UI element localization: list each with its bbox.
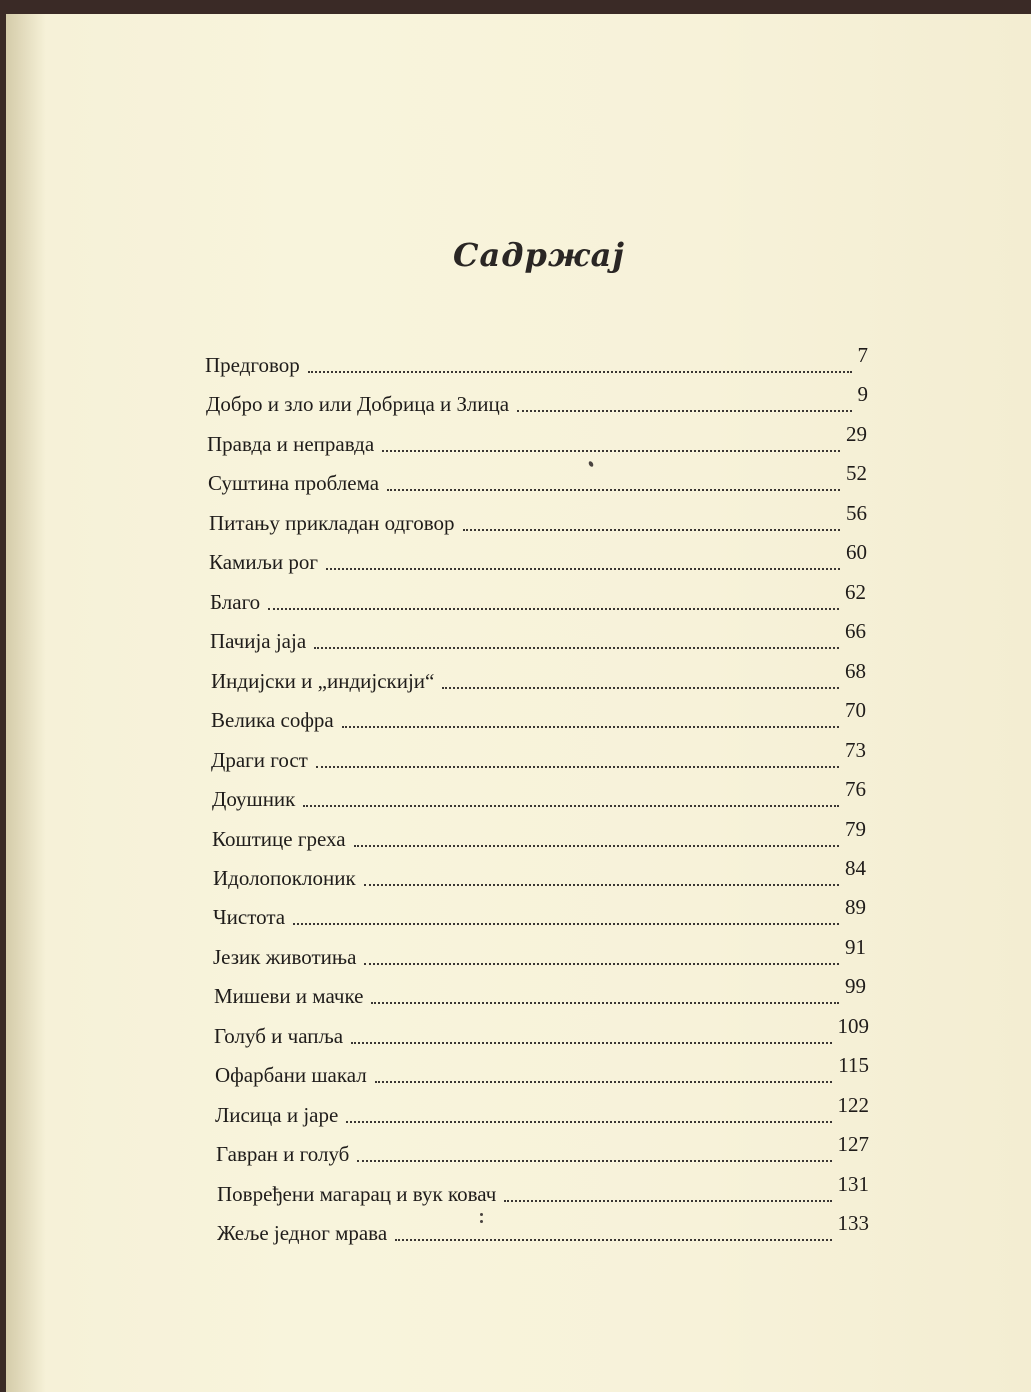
toc-entry <box>210 619 866 654</box>
toc-entry <box>206 382 868 417</box>
toc-entry <box>216 1132 869 1167</box>
toc-entry-title: Драги гост <box>211 748 308 772</box>
toc-entry <box>213 856 866 891</box>
toc-leader-dots <box>314 647 839 649</box>
toc-entry <box>210 580 866 615</box>
toc-leader-dots <box>308 371 852 373</box>
paper-speck <box>480 1220 483 1223</box>
toc-entry-title: Питању прикладан одговор <box>209 511 455 535</box>
toc-entry <box>209 501 867 536</box>
toc-entry-title: Благо <box>210 590 261 614</box>
toc-entry-title: Пачија јаја <box>210 629 307 653</box>
toc-leader-dots <box>504 1200 831 1202</box>
toc-leader-dots <box>326 568 840 570</box>
toc-entry-title: Голуб и чапља <box>214 1024 344 1048</box>
toc-entry-title: Идолопоклоник <box>213 866 356 890</box>
toc-entry <box>213 895 866 930</box>
toc-entry-title: Доушник <box>212 787 296 811</box>
toc-leader-dots <box>463 529 840 531</box>
toc-entry <box>205 343 868 378</box>
toc-entry-page: 99 <box>845 974 866 998</box>
toc-entry-page: 9 <box>857 382 868 406</box>
toc-leader-dots <box>382 450 840 452</box>
paper-speck <box>480 1213 483 1216</box>
toc-entry-title: Повређени магарац и вук ковач <box>217 1182 497 1206</box>
toc-entry <box>211 738 866 773</box>
toc-leader-dots <box>357 1160 831 1162</box>
toc-leader-dots <box>342 726 839 728</box>
toc-entry-title: Гавран и голуб <box>216 1142 350 1166</box>
toc-entry-title: Добро и зло или Добрица и Злица <box>206 392 510 416</box>
toc-entry-page: 131 <box>837 1172 869 1196</box>
toc-entry-page: 109 <box>837 1014 869 1038</box>
toc-entry <box>211 659 866 694</box>
toc-entry-page: 52 <box>846 461 867 485</box>
toc-entry-page: 29 <box>846 422 867 446</box>
toc-entry-page: 122 <box>837 1093 869 1117</box>
toc-leader-dots <box>354 845 839 847</box>
toc-entry-title: Предговор <box>205 353 300 377</box>
toc-entry <box>215 1053 869 1088</box>
toc-leader-dots <box>303 805 839 807</box>
toc-entry-title: Жеље једног мрава <box>217 1221 388 1245</box>
toc-leader-dots <box>346 1121 831 1123</box>
toc-entry-title: Лисица и јаре <box>215 1103 339 1127</box>
toc-entry-title: Чистота <box>213 905 286 929</box>
toc-entry <box>213 935 866 970</box>
toc-entry-page: 56 <box>846 501 867 525</box>
toc-leader-dots <box>371 1002 839 1004</box>
toc-entry-page: 7 <box>857 343 868 367</box>
toc-leader-dots <box>517 410 851 412</box>
toc-leader-dots <box>395 1239 831 1241</box>
toc-entry-page: 73 <box>845 738 866 762</box>
toc-leader-dots <box>364 963 839 965</box>
toc-entry-title: Правда и неправда <box>207 432 375 456</box>
toc-entry-page: 84 <box>845 856 866 880</box>
toc-entry <box>214 1014 869 1049</box>
toc-entry-title: Камиљи рог <box>209 550 318 574</box>
toc-leader-dots <box>364 884 839 886</box>
toc-entry-title: Суштина проблема <box>208 471 380 495</box>
toc-entry <box>217 1172 869 1207</box>
toc-entry <box>209 540 867 575</box>
toc-entry <box>214 974 866 1009</box>
toc-entry-page: 76 <box>845 777 866 801</box>
toc-entry <box>212 817 866 852</box>
toc-entry <box>211 698 866 733</box>
toc-leader-dots <box>387 489 840 491</box>
toc-leader-dots <box>351 1042 831 1044</box>
toc-entry-title: Мишеви и мачке <box>214 984 364 1008</box>
toc-entry-title: Индијски и „индијскији“ <box>211 669 435 693</box>
toc-leader-dots <box>293 923 839 925</box>
toc-leader-dots <box>316 766 839 768</box>
toc-entry <box>208 461 867 496</box>
toc-entry-title: Језик животиња <box>213 945 357 969</box>
toc-entry <box>212 777 866 812</box>
table-of-contents <box>6 14 1031 1392</box>
toc-entry <box>215 1093 869 1128</box>
toc-entry <box>207 422 867 457</box>
toc-entry-page: 70 <box>845 698 866 722</box>
toc-entry <box>217 1211 869 1246</box>
toc-entry-title: Велика софра <box>211 708 334 732</box>
toc-entry-page: 127 <box>837 1132 869 1156</box>
toc-leader-dots <box>268 608 839 610</box>
toc-entry-title: Коштице греха <box>212 827 346 851</box>
toc-leader-dots <box>375 1081 833 1083</box>
toc-entry-page: 68 <box>845 659 866 683</box>
toc-entry-page: 133 <box>837 1211 869 1235</box>
page-title: Садржај <box>453 236 625 274</box>
toc-entry-page: 79 <box>845 817 866 841</box>
toc-entry-page: 66 <box>845 619 866 643</box>
book-page <box>6 14 1031 1392</box>
toc-entry-page: 115 <box>838 1053 869 1077</box>
toc-entry-page: 62 <box>845 580 866 604</box>
toc-entry-page: 91 <box>845 935 866 959</box>
toc-entry-title: Офарбани шакал <box>215 1063 367 1087</box>
toc-entry-page: 89 <box>845 895 866 919</box>
toc-entry-page: 60 <box>846 540 867 564</box>
toc-leader-dots <box>442 687 839 689</box>
